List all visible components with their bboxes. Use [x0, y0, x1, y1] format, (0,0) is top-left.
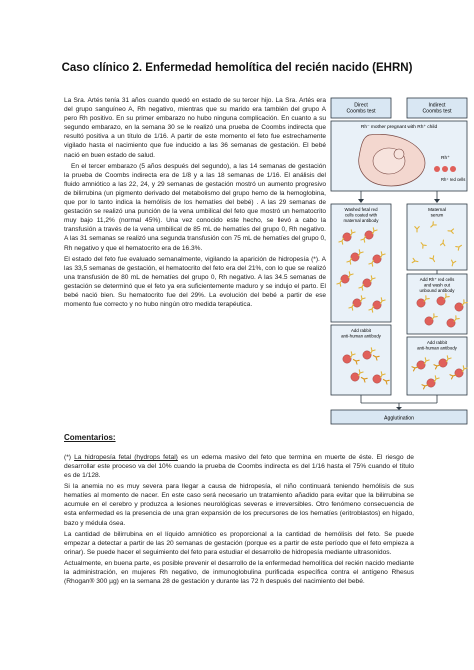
- case-paragraph-1: La Sra. Artés tenía 31 años cuando quedó en estado de su tercer hijo. La Sra. Artés era del grupo sanguíneo A, Rh negativo, mientras que su marido era también del grupo A pero Rh positivo. En su primer embarazo no hubo ninguna complicación. En cuanto a su segundo embarazo, en la semana 30 se le realizó una prueba de Coombs indirecta que resultó positiva a un título de 1/16. A partir de este momento el feto fue estrechamente vigilado hasta el nacimiento que fue inducido a las 36 semanas de gestación. El bebé nació en buen estado de salud.: [64, 97, 326, 159]
- page-title: Caso clínico 2. Enfermedad hemolítica del recién nacido (EHRN): [61, 62, 413, 74]
- rabbit-right-label: Add rabbit anti-human antibody: [417, 340, 457, 351]
- rabbit-left-label: Add rabbit anti-human antibody: [341, 328, 381, 339]
- case-paragraph-2: En el tercer embarazo (5 años después del segundo), a las 14 semanas de gestación la prueba de Coombs indirecta era de 1/8 y a las 18 semanas de 1/16. El análisis del fluido amniótico a las 22, 24, y 29 semanas de gestación mostró un aumento progresivo de bilirrubina (un pigmento derivado del metabolismo del grupo hemo de la hemoglobina, que por lo tanto indica la hemólisis de los hematíes del bebé) . A las 29 semanas de gestación se realizó una punción de la vena umbilical del feto que mostró un hematocrito muy bajo 11,2% (normal 45%). Una vez conocido este hecho, se llevó a cabo la transfusión a través de la vena umbilical de 85 mL de hematíes del grupo 0, Rh negativo. A las 31 semanas se realizó una segunda transfusión con 75 mL de hematíes del grupo 0, Rh negativo y que el hematocrito era de 16.3%.: [64, 162, 326, 252]
- red-cell-icon: [447, 319, 455, 327]
- coated-red-cell-icon: [351, 253, 359, 261]
- comment-paragraph-2: Si la anemia no es muy severa para llegar a causa de hidropesía, el niño continuará teniendo hemólisis de sus hematíes al momento de nacer. En este caso será necesario un tratamiento añadido para evitar que la bilirrubina se acumule en el cerebro y produzca a lesiones neurológicas severas e irreversibles. Otro fenómeno consecuencia de esta enfermedad es la presencia de una gran expansión de los precursores de los hematíes (eritroblastos) en hígado, bazo y médula ósea.: [64, 483, 414, 527]
- serum-label: Maternal serum: [428, 207, 446, 218]
- coombs-diagram: [329, 97, 471, 427]
- asterisk-marker: (*): [64, 454, 75, 461]
- red-cell-icon: [343, 355, 351, 363]
- red-cell-icon: [427, 379, 435, 387]
- red-cell-icon: [351, 373, 359, 381]
- arrow-down-icon: [396, 407, 402, 410]
- comments-heading: Comentarios:: [64, 433, 116, 442]
- red-cell-icon: [363, 351, 371, 359]
- coated-red-cell-icon: [343, 233, 351, 241]
- red-cell-icon: [437, 297, 445, 305]
- indirect-header-label: Indirect Coombs test: [422, 102, 452, 115]
- case-paragraph-3: El estado del feto fue evaluado semanalmente, vigilando la aparición de hidropesía (*). A las 33,5 semanas de gestación, el hematocrito del feto era del 21%, con lo que se realizó una transfusión de 80 mL de hematíes del grupo 0, Rh negativo. A las 34.5 semanas de gestación se determinó que el feto ya era suficientemente maduro y se indujo el parto. El bebé nació bien. Su hematocrito fue del 29%. La evolución del bebé a partir de ese momento fue correcto y no hubo ningún otro medida terapéutica.: [64, 255, 326, 309]
- washed-cells-label: Washed fetal red cells coated with maternal antibody: [343, 207, 379, 223]
- comment-paragraph-1: [64, 453, 414, 480]
- coated-red-cell-icon: [365, 231, 373, 239]
- comment-paragraph-4: Actualmente, en buena parte, es posible prevenir el desarrollo de la enfermedad hemolítica del recién nacido mediante la administración, en mujeres Rh negativo, de inmunoglobulina purificada específica contra el antígeno Rhesus (Rhogan® 300 µg) en la semana 28 de gestación y durante las 72 h después del nacimiento del bebé.: [64, 560, 414, 586]
- coombs-test-figure: [329, 97, 471, 427]
- red-cell-icon: [442, 166, 448, 172]
- red-cell-icon: [417, 361, 425, 369]
- case-description: [64, 96, 326, 311]
- arrow-down-icon: [358, 199, 364, 203]
- red-cell-icon: [425, 317, 433, 325]
- red-cell-icon: [455, 369, 463, 377]
- agglutination-label: Agglutination: [384, 415, 414, 422]
- arrow-down-icon: [434, 199, 440, 203]
- coated-red-cell-icon: [353, 299, 361, 307]
- comment-paragraph-3: La cantidad de bilirrubina en el líquido amniótico es proporcional a la cantidad de hemólisis del feto. Se puede empezar a detectar a partir de las 20 semanas de gestación (porque es a partir de este período que el feto empieza a orinar). Se puede hacer el seguimiento del feto para estudiar el desarrollo de hidropesía mediante ultrasonidos.: [64, 530, 414, 556]
- rh-positive-label: Rh⁺: [441, 156, 450, 161]
- red-cell-icon: [434, 166, 440, 172]
- rbc-label: Rh⁺ red cells: [441, 177, 466, 182]
- comments-body: [64, 453, 414, 588]
- red-cell-icon: [373, 375, 381, 383]
- hydrops-term: La hidropesía fetal (hydrops fetal): [74, 454, 178, 461]
- red-cell-icon: [439, 359, 447, 367]
- red-cell-icon: [455, 303, 463, 311]
- red-cell-icon: [417, 299, 425, 307]
- red-cell-icon: [450, 166, 456, 172]
- direct-header-label: Direct Coombs test: [346, 102, 376, 115]
- mother-label: Rh⁻ mother pregnant with Rh⁺ child: [360, 125, 438, 130]
- coated-red-cell-icon: [373, 255, 381, 263]
- add-rh-cells-label: Add Rh⁺ red cells and wash out unbound antibody: [419, 277, 455, 293]
- coated-red-cell-icon: [341, 275, 349, 283]
- coated-red-cell-icon: [363, 279, 371, 287]
- coated-red-cell-icon: [373, 301, 381, 309]
- fetus-head: [394, 149, 404, 159]
- comment-lead-rest: es un edema masivo del feto que termina en muerte de éste. El riesgo de desarrollar este proceso va del 10% cuando la prueba de Coombs indirecta es del 1/16 hasta el 75% cuando el título es de 1/128.: [64, 454, 414, 480]
